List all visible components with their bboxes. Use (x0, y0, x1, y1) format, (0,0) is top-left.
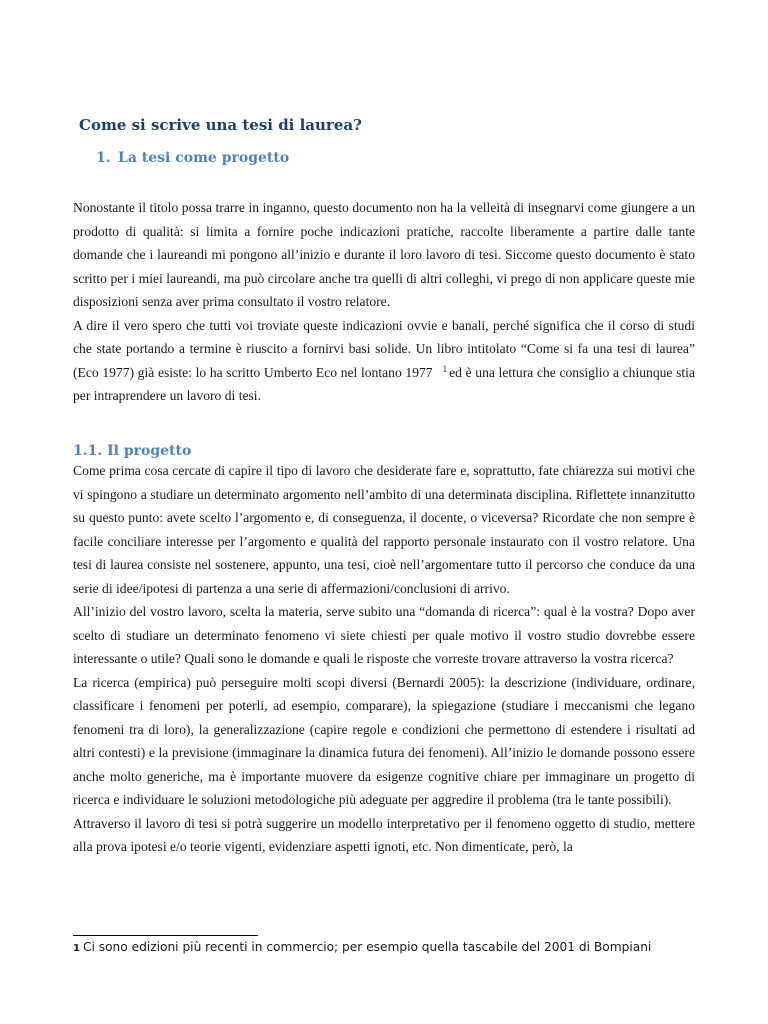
footnote-mark: 1 (73, 943, 80, 954)
intro-paragraph-2-continuation: ed è una lettura che consiglio a chiunque stia per intraprendere un lavoro di tesi. (73, 364, 695, 403)
progetto-block (73, 459, 695, 859)
footnote (73, 938, 713, 958)
progetto-paragraph-4: Attraverso il lavoro di tesi si potrà suggerire un modello interpretativo per il fenomeno oggetto di studio, mettere alla prova ipotesi e/o teorie vigenti, evidenziare aspetti ignoti, etc. Non dimenticate, però, la (73, 815, 695, 854)
intro-paragraph-2-text: A dire il vero spero che tutti voi troviate queste indicazioni ovvie e banali, perché significa che il corso di studi che state portando a termine è riuscito a fornirvi basi solide. Un libro intitolato “Come si fa una tesi di laurea” (Eco 1977) già esiste: lo ha scritto Umberto Eco nel lontano 1977 (73, 317, 695, 380)
footnote-text: Ci sono edizioni più recenti in commercio; per esempio quella tascabile del 2001 di Bompiani (82, 940, 652, 954)
document-title: Come si scrive una tesi di laurea? (79, 116, 362, 134)
footnote-reference[interactable]: 1 (442, 363, 448, 374)
intro-block (73, 196, 695, 408)
subsection-heading: 1.1. Il progetto (73, 443, 192, 459)
progetto-paragraph-2: All’inizio del vostro lavoro, scelta la materia, serve subito una “domanda di ricerca”: qual è la vostra? Dopo aver scelto di studiare un determinato fenomeno vi siete chiesti per quale motivo il vostro studio dovrebbe essere interessante o utile? Quali sono le domande e quali le risposte che vorreste trovare attraverso la vostra ricerca? (73, 604, 695, 666)
footnote-separator (73, 935, 258, 936)
intro-paragraph-2 (73, 314, 695, 408)
section-heading (96, 150, 289, 166)
section-title: La tesi come progetto (118, 150, 290, 166)
progetto-paragraph-3: La ricerca (empirica) può perseguire molti scopi diversi (Bernardi 2005): la descrizione (individuare, ordinare, classificare i fenomeni per poterli, ad esempio, comparare), la spiegazione (studiare i meccanismi che legano fenomeni tra di loro), la generalizzazione (capire regole e condizioni che permettono di estendere i risultati ad altri contesti) e la previsione (immaginare la dinamica futura dei fenomeni). All’inizio le domande possono essere anche molto generiche, ma è importante muovere da esigenze cognitive chiare per immaginare un progetto di ricerca e individuare le soluzioni metodologiche più adeguate per aggredire il problema (tra le tante possibili). (73, 674, 695, 807)
section-number: 1. (96, 150, 111, 166)
progetto-paragraph-1: Come prima cosa cercate di capire il tipo di lavoro che desiderate fare e, soprattutto, fate chiarezza sui motivi che vi spingono a studiare un determinato argomento nell’ambito di una determinata disciplina. Riflettete innanzitutto su questo punto: avete scelto l’argomento e, di conseguenza, il docente, o viceversa? Ricordate che non sempre è facile conciliare interesse per l’argomento e qualità del rapporto personale instaurato con il vostro relatore. Una tesi di laurea consiste nel sostenere, appunto, una tesi, cioè nell’argomentare tutto il percorso che conduce da una serie di idee/ipotesi di partenza a una serie di affermazioni/conclusioni di arrivo. (73, 463, 695, 596)
intro-paragraph-1: Nonostante il titolo possa trarre in inganno, questo documento non ha la velleità di insegnarvi come giungere a un prodotto di qualità: si limita a fornire poche indicazioni pratiche, raccolte liberamente a partire dalle tante domande che i laureandi mi pongono all’inizio e durante il loro lavoro di tesi. Siccome questo documento è stato scritto per i miei laureandi, ma può circolare anche tra quelli di altri colleghi, vi prego di non applicare queste mie disposizioni senza aver prima consultato il vostro relatore. (73, 200, 695, 309)
